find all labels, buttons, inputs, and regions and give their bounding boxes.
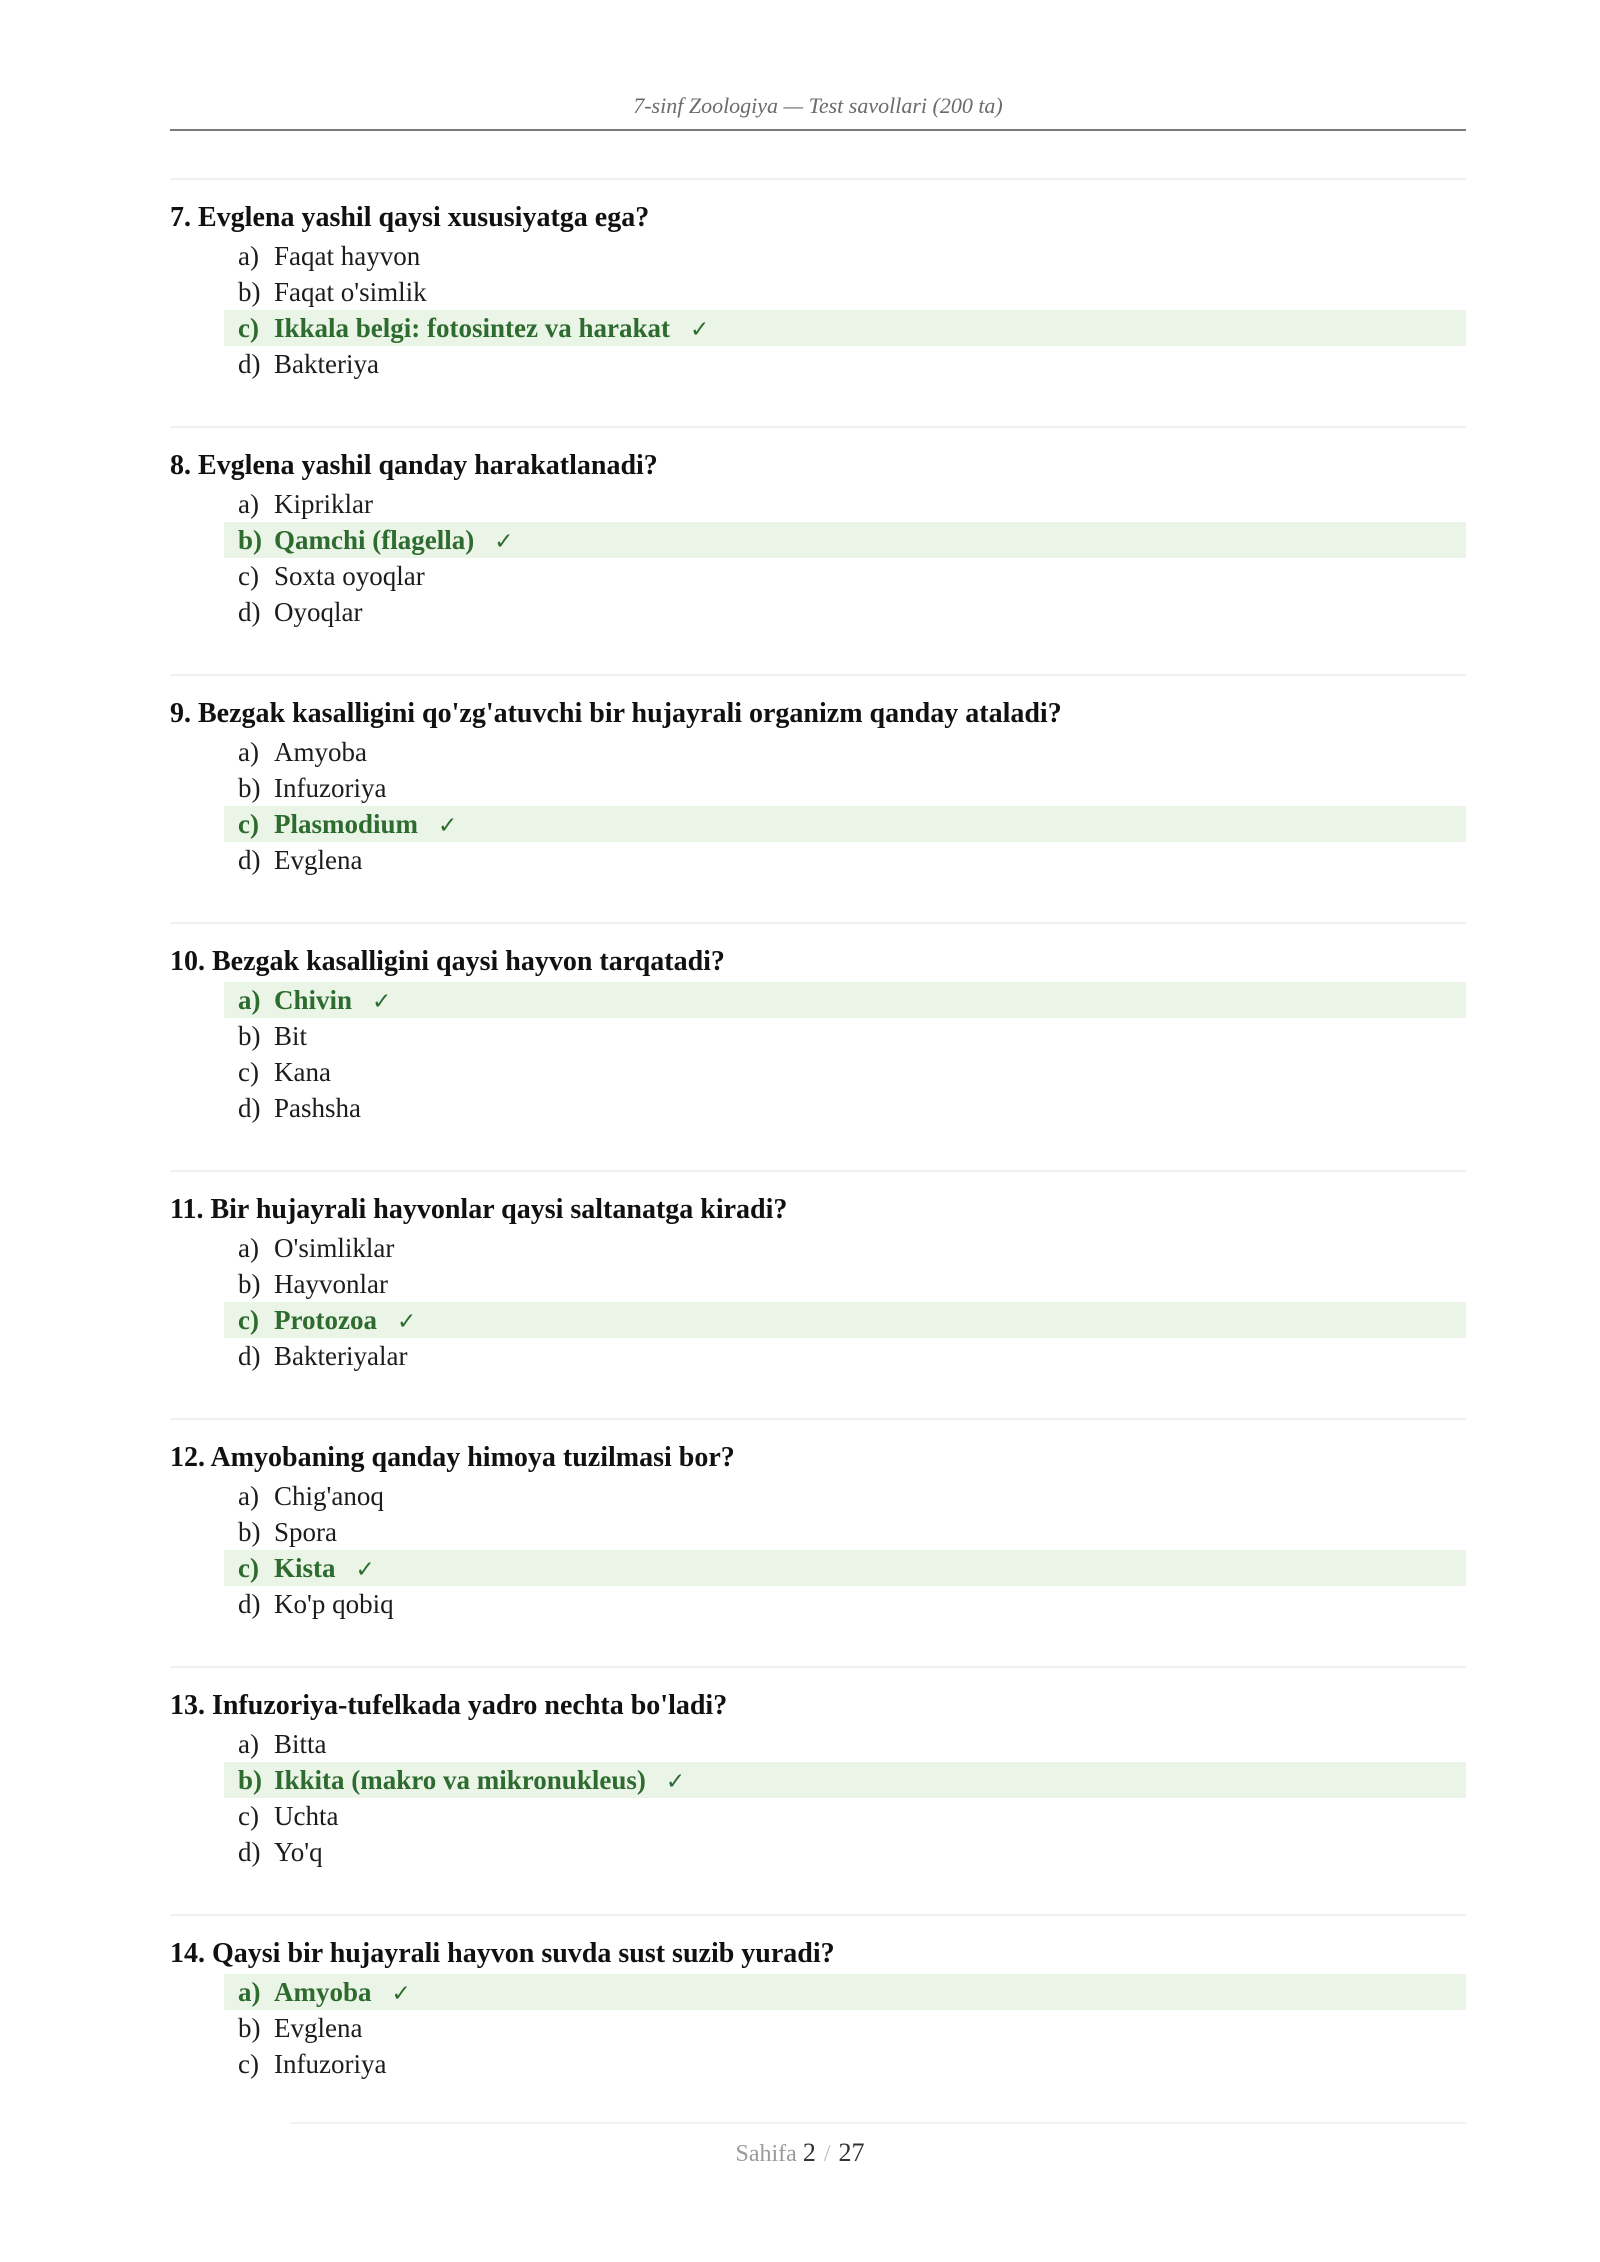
option-letter: a): [238, 1977, 261, 2007]
option-text: Plasmodium: [274, 809, 419, 839]
checkmark-icon: ✓: [438, 813, 458, 839]
answer-options: [224, 982, 1466, 1126]
option-letter: c): [238, 1553, 259, 1583]
option-text: Kista: [274, 1553, 336, 1583]
option-text: Pashsha: [274, 1093, 361, 1123]
option-letter: a): [238, 1233, 259, 1263]
checkmark-icon: ✓: [690, 317, 710, 343]
option-letter: d): [238, 845, 261, 875]
option-text: Chivin: [274, 985, 353, 1015]
question-divider: [170, 426, 1466, 428]
question-title: 11. Bir hujayrali hayvonlar qaysi saltanatga kiradi?: [170, 1194, 788, 1225]
option-letter: b): [238, 277, 261, 307]
option-letter: d): [238, 1093, 261, 1123]
option-text: Qamchi (flagella): [274, 525, 475, 555]
option-letter: b): [238, 1765, 263, 1795]
answer-option: [224, 558, 1466, 594]
option-text: Evglena: [274, 2013, 363, 2043]
option-text: Ikkita (makro va mikronukleus): [274, 1765, 646, 1795]
option-text: Kipriklar: [274, 489, 373, 519]
answer-option: [224, 2046, 1466, 2082]
correct-answer-option: [224, 1550, 1466, 1586]
correct-answer-option: [224, 522, 1466, 558]
answer-option: [224, 594, 1466, 630]
option-letter: c): [238, 2049, 259, 2079]
answer-option: [224, 842, 1466, 878]
question-title: 13. Infuzoriya-tufelkada yadro nechta bo'ladi?: [170, 1690, 728, 1721]
option-letter: a): [238, 241, 259, 271]
answer-option: [224, 1834, 1466, 1870]
option-text: Evglena: [274, 845, 363, 875]
answer-option: [224, 1266, 1466, 1302]
option-text: Hayvonlar: [274, 1269, 388, 1299]
answer-option: [224, 734, 1466, 770]
option-letter: b): [238, 1269, 261, 1299]
option-letter: d): [238, 1837, 261, 1867]
option-text: Amyoba: [274, 737, 367, 767]
answer-option: [224, 1018, 1466, 1054]
option-text: Protozoa: [274, 1305, 377, 1335]
option-letter: b): [238, 773, 261, 803]
answer-option: [224, 486, 1466, 522]
answer-option: [224, 1514, 1466, 1550]
option-letter: a): [238, 1481, 259, 1511]
running-header: 7-sinf Zoologiya — Test savollari (200 ta): [633, 93, 1003, 118]
answer-option: [224, 346, 1466, 382]
question-divider: [170, 674, 1466, 676]
checkmark-icon: ✓: [391, 1981, 411, 2007]
question-block: [170, 1170, 1466, 1418]
checkmark-icon: ✓: [372, 989, 392, 1015]
page-footer: [0, 2138, 1600, 2168]
option-letter: a): [238, 1729, 259, 1759]
answer-option: [224, 1478, 1466, 1514]
option-letter: c): [238, 1305, 259, 1335]
answer-options: [224, 1230, 1466, 1374]
option-letter: c): [238, 561, 259, 591]
checkmark-icon: ✓: [665, 1769, 686, 1795]
option-letter: d): [238, 1589, 261, 1619]
option-text: Infuzoriya: [274, 773, 387, 803]
answer-option: [224, 1586, 1466, 1622]
answer-option: [224, 1726, 1466, 1762]
option-letter: c): [238, 1801, 259, 1831]
option-text: Faqat o'simlik: [274, 277, 427, 307]
question-divider: [170, 922, 1466, 924]
page-label: Sahifa: [735, 2141, 797, 2167]
answer-options: [224, 734, 1466, 878]
answer-options: [224, 486, 1466, 630]
option-letter: d): [238, 1341, 261, 1371]
question-block: [170, 426, 1466, 674]
answer-option: [224, 770, 1466, 806]
option-letter: a): [238, 985, 261, 1015]
option-text: Kana: [274, 1057, 331, 1087]
checkmark-icon: ✓: [494, 529, 514, 555]
question-block: [170, 178, 1466, 426]
correct-answer-option: [224, 1974, 1466, 2010]
current-page-number: 2: [802, 2138, 816, 2167]
option-letter: b): [238, 1517, 261, 1547]
correct-answer-option: [224, 806, 1466, 842]
answer-option: [224, 1798, 1466, 1834]
question-title: 9. Bezgak kasalligini qo'zg'atuvchi bir hujayrali organizm qanday ataladi?: [170, 698, 1062, 729]
answer-options: [224, 1726, 1466, 1870]
page-separator: /: [823, 2141, 831, 2167]
option-text: Oyoqlar: [274, 597, 363, 627]
option-letter: c): [238, 1057, 259, 1087]
correct-answer-option: [224, 982, 1466, 1018]
option-text: Bakteriya: [274, 349, 379, 379]
answer-option: [224, 1054, 1466, 1090]
option-letter: a): [238, 737, 259, 767]
question-title: 7. Evglena yashil qaysi xususiyatga ega?: [170, 202, 650, 233]
total-pages-number: 27: [838, 2138, 865, 2167]
option-text: Bitta: [274, 1729, 327, 1759]
question-title: 12. Amyobaning qanday himoya tuzilmasi bor?: [170, 1442, 735, 1473]
question-divider: [170, 1666, 1466, 1668]
option-text: O'simliklar: [274, 1233, 395, 1263]
question-block: [170, 922, 1466, 1170]
question-block: [170, 1666, 1466, 1914]
answer-option: [224, 1338, 1466, 1374]
question-title: 10. Bezgak kasalligini qaysi hayvon tarqatadi?: [170, 946, 725, 977]
answer-options: [224, 1478, 1466, 1622]
option-text: Bakteriyalar: [274, 1341, 408, 1371]
option-letter: b): [238, 1021, 261, 1051]
option-letter: b): [238, 525, 263, 555]
option-letter: c): [238, 809, 259, 839]
option-letter: d): [238, 349, 261, 379]
footer-divider: [290, 2122, 1466, 2124]
option-text: Yo'q: [274, 1837, 323, 1867]
answer-option: [224, 2010, 1466, 2046]
option-text: Ko'p qobiq: [274, 1589, 394, 1619]
checkmark-icon: ✓: [396, 1309, 417, 1335]
question-divider: [170, 178, 1466, 180]
question-divider: [170, 1418, 1466, 1420]
option-text: Soxta oyoqlar: [274, 561, 425, 591]
answer-option: [224, 1230, 1466, 1266]
option-text: Faqat hayvon: [274, 241, 421, 271]
option-letter: b): [238, 2013, 261, 2043]
option-letter: c): [238, 313, 259, 343]
question-block: [170, 674, 1466, 922]
option-text: Amyoba: [274, 1977, 372, 2007]
checkmark-icon: ✓: [355, 1557, 375, 1583]
question-list: [170, 178, 1466, 2162]
answer-option: [224, 274, 1466, 310]
question-divider: [170, 1170, 1466, 1172]
option-text: Bit: [274, 1021, 308, 1051]
option-text: Infuzoriya: [274, 2049, 387, 2079]
question-block: [170, 1914, 1466, 2162]
option-text: Chig'anoq: [274, 1481, 384, 1511]
option-text: Uchta: [274, 1801, 339, 1831]
answer-option: [224, 238, 1466, 274]
header-divider: [170, 129, 1466, 131]
correct-answer-option: [224, 1302, 1466, 1338]
correct-answer-option: [224, 310, 1466, 346]
answer-options: [224, 238, 1466, 382]
question-block: [170, 1418, 1466, 1666]
question-title: 8. Evglena yashil qanday harakatlanadi?: [170, 450, 658, 481]
answer-option: [224, 1090, 1466, 1126]
question-title: 14. Qaysi bir hujayrali hayvon suvda sust suzib yuradi?: [170, 1938, 835, 1969]
correct-answer-option: [224, 1762, 1466, 1798]
option-letter: a): [238, 489, 259, 519]
answer-options: [224, 1974, 1466, 2082]
option-text: Ikkala belgi: fotosintez va harakat: [274, 313, 671, 343]
option-letter: d): [238, 597, 261, 627]
option-text: Spora: [274, 1517, 337, 1547]
question-divider: [170, 1914, 1466, 1916]
